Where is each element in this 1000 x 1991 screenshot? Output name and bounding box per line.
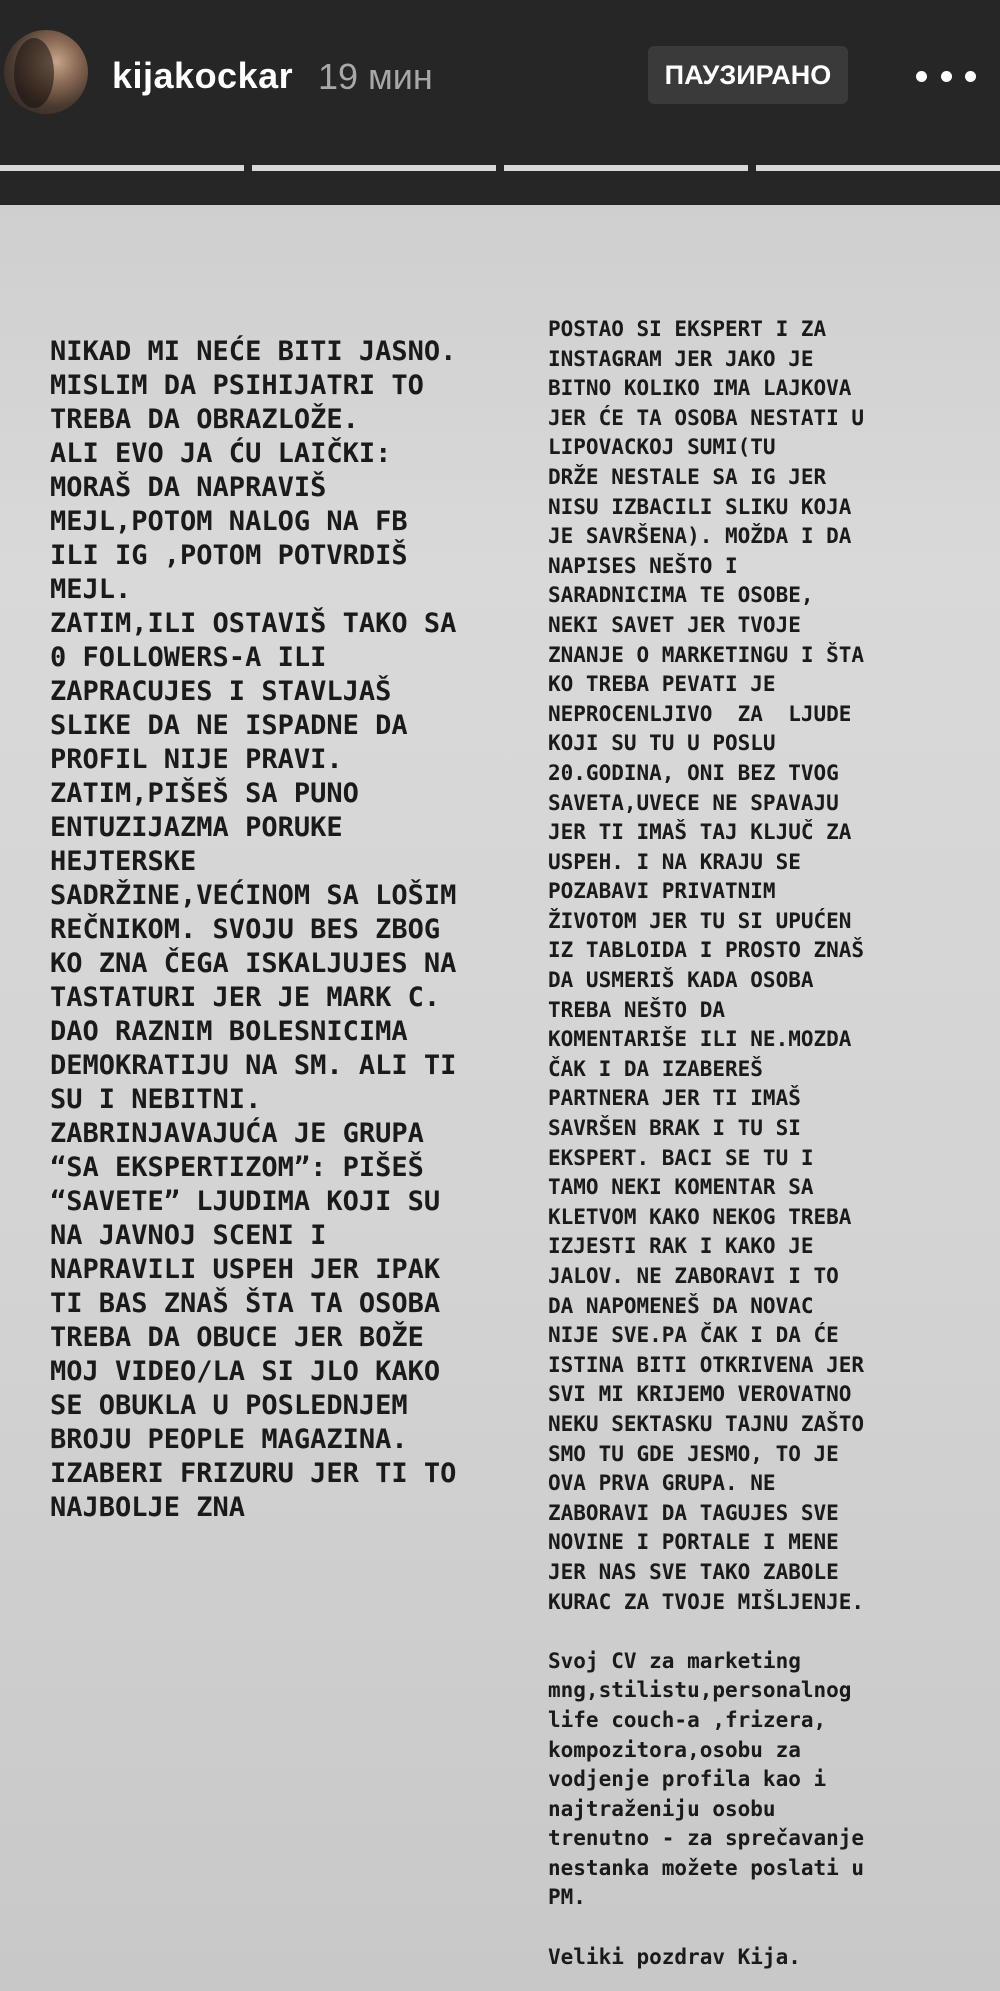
time-ago: 19 мин bbox=[318, 56, 433, 97]
progress-segment-1 bbox=[0, 165, 244, 171]
dot-icon bbox=[916, 71, 927, 82]
avatar-shade bbox=[14, 38, 54, 108]
dot-icon bbox=[941, 71, 952, 82]
progress-segment-4 bbox=[756, 165, 1000, 171]
progress-segment-3 bbox=[504, 165, 748, 171]
story-header bbox=[0, 0, 1000, 205]
avatar[interactable] bbox=[4, 30, 88, 114]
more-options-icon[interactable] bbox=[916, 58, 976, 94]
username[interactable]: kijakockar bbox=[112, 55, 294, 96]
story-progress-bar bbox=[0, 165, 1000, 171]
story-content[interactable] bbox=[0, 205, 1000, 1991]
paused-badge[interactable]: ПАУЗИРАНО bbox=[648, 46, 848, 104]
post-text-right-column: POSTAO SI EKSPERT I ZA INSTAGRAM JER JAKO JE BITNO KOLIKO IMA LAJKOVA JER ĆE TA OSOBA NESTATI U LIPOVACKOJ SUMI(TU DRŽE NESTALE SA IG JER NISU IZBACILI SLIKU KOJA JE SAVRŠENA). MOŽDA I DA NAPISES NEŠTO I SARADNICIMA TE OSOBE, NEKI SAVET JER TVOJE ZNANJE O MARKETINGU I ŠTA KO TREBA PEVATI JE NEPROCENLJIVO ZA LJUDE KOJI SU TU U POSLU 20.GODINA, ONI BEZ TVOG SAVETA,UVECE NE SPAVAJU JER TI IMAŠ TAJ KLJUČ ZA USPEH. I NA KRAJU SE POZABAVI PRIVATNIM ŽIVOTOM JER TU SI UPUĆEN IZ TABLOIDA I PROSTO ZNAŠ DA USMERIŠ KADA OSOBA TREBA NEŠTO DA KOMENTARIŠE ILI NE.MOZDA ČAK I DA IZABEREŠ PARTNERA JER TI IMAŠ SAVRŠEN BRAK I TU SI EKSPERT. BACI SE TU I TAMO NEKI KOMENTAR SA KLETVOM KAKO NEKOG TREBA IZJESTI RAK I KAKO JE JALOV. NE ZABORAVI I TO DA NAPOMENEŠ DA NOVAC NIJE SVE.PA ČAK I DA ĆE ISTINA BITI OTKRIVENA JER SVI MI KRIJEMO VEROVATNO NEKU SEKTASKU TAJNU ZAŠTO SMO TU GDE JESMO, TO JE OVA PRVA GRUPA. NE ZABORAVI DA TAGUJES SVE NOVINE I PORTALE I MENE JER NAS SVE TAKO ZABOLE KURAC ZA TVOJE MIŠLJENJE. Svoj CV za marketing mng,stilistu,personalnog life couch-a ,frizera, kompozitora,osobu za vodjenje profila kao i najtraženiju osobu trenutno - za sprečavanje nestanka možete poslati u PM. Veliki pozdrav Kija. bbox=[548, 317, 865, 1969]
progress-segment-2 bbox=[252, 165, 496, 171]
post-text-left-column: NIKAD MI NEĆE BITI JASNO. MISLIM DA PSIHIJATRI TO TREBA DA OBRAZLOŽE. ALI EVO JA ĆU LAIČKI: MORAŠ DA NAPRAVIŠ MEJL,POTOM NALOG NA FB ILI IG ,POTOM POTVRDIŠ MEJL. ZATIM,ILI OSTAVIŠ TAKO SA 0 FOLLOWERS-A ILI ZAPRACUJES I STAVLJAŠ SLIKE DA NE ISPADNE DA PROFIL NIJE PRAVI. ZATIM,PIŠEŠ SA PUNO ENTUZIJAZMA PORUKE HEJTERSKE SADRŽINE,VEĆINOM SA LOŠIM REČNIKOM. SVOJU BES ZBOG KO ZNA ČEGA ISKALJUJES NA TASTATURI JER JE MARK C. DAO RAZNIM BOLESNICIMA DEMOKRATIJU NA SM. ALI TI SU I NEBITNI. ZABRINJAVAJUĆA JE GRUPA “SA EKSPERTIZOM”: PIŠEŠ “SAVETE” LJUDIMA KOJI SU NA JAVNOJ SCENI I NAPRAVILI USPEH JER IPAK TI BAS ZNAŠ ŠTA TA OSOBA TREBA DA OBUCE JER BOŽE MOJ VIDEO/LA SI JLO KAKO SE OBUKLA U POSLEDNJEM BROJU PEOPLE MAGAZINA. IZABERI FRIZURU JER TI TO NAJBOLJE ZNA bbox=[50, 336, 457, 1523]
dot-icon bbox=[965, 71, 976, 82]
